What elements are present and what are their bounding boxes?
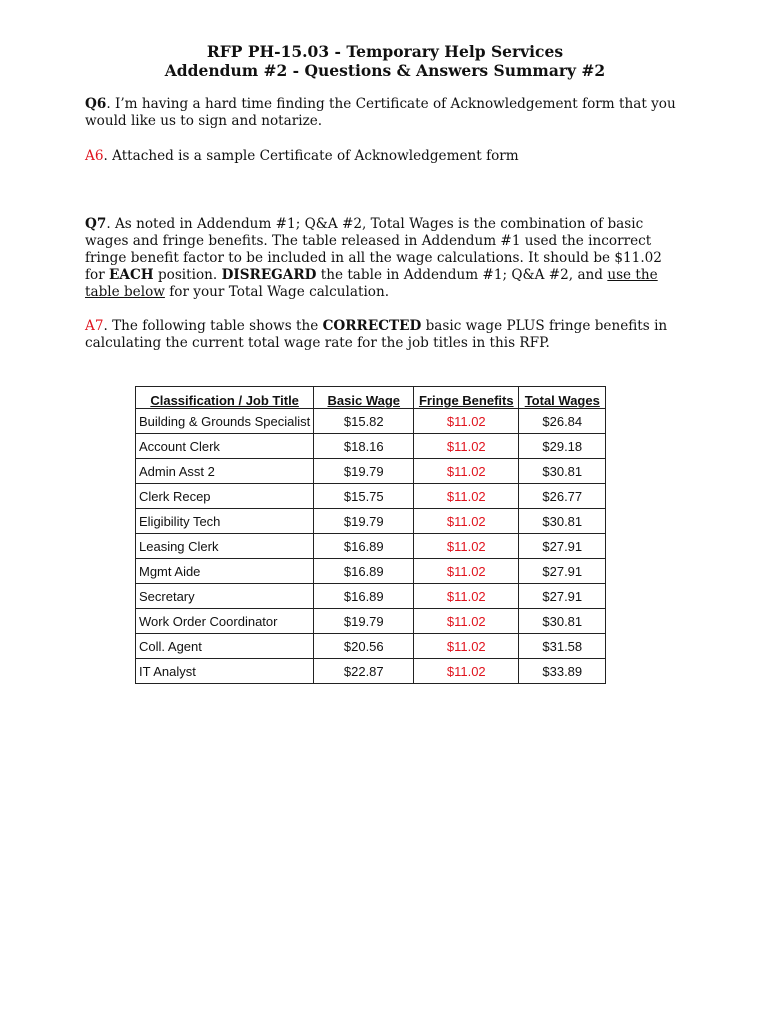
cell-total-wages: $27.91 [519, 534, 606, 559]
cell-total-wages: $29.18 [519, 434, 606, 459]
cell-job-title: Mgmt Aide [136, 559, 314, 584]
table-row [136, 659, 606, 684]
table-row [136, 584, 606, 609]
answer-7-text-2: basic wage PLUS fringe benefits in calculating the current total wage rate for the job titles in this RFP. [85, 318, 668, 351]
cell-fringe-benefits: $11.02 [414, 659, 519, 684]
cell-fringe-benefits: $11.02 [414, 559, 519, 584]
question-7-emphasis-disregard: DISREGARD [221, 267, 317, 283]
table-row [136, 534, 606, 559]
document-title: RFP PH-15.03 - Temporary Help Services [206, 42, 564, 61]
cell-basic-wage: $18.16 [314, 434, 414, 459]
cell-total-wages: $31.58 [519, 634, 606, 659]
header-basic-wage: Basic Wage [314, 387, 414, 409]
table-row [136, 409, 606, 434]
question-7-text-2: position. [153, 267, 222, 283]
cell-job-title: Account Clerk [136, 434, 314, 459]
wage-table [135, 386, 606, 684]
answer-6 [85, 148, 685, 165]
table-row [136, 459, 606, 484]
cell-basic-wage: $16.89 [314, 559, 414, 584]
header-fringe-benefits: Fringe Benefits [414, 387, 519, 409]
cell-total-wages: $27.91 [519, 584, 606, 609]
question-6-label: Q6 [85, 96, 107, 112]
cell-job-title: Building & Grounds Specialist [136, 409, 314, 434]
cell-job-title: Secretary [136, 584, 314, 609]
answer-6-label: A6 [85, 148, 104, 164]
question-6 [85, 96, 685, 130]
cell-total-wages: $30.81 [519, 459, 606, 484]
question-7-emphasis-each: EACH [109, 267, 154, 283]
cell-basic-wage: $16.89 [314, 534, 414, 559]
question-7-text-3: the table in Addendum #1; Q&A #2, and [316, 267, 608, 283]
cell-fringe-benefits: $11.02 [414, 584, 519, 609]
header-total-wages: Total Wages [519, 387, 606, 409]
question-7-text-1: . As noted in Addendum #1; Q&A #2, Total Wages is the combination of basic wages and fringe benefits. The table released in Addendum #1 used the incorrect fringe benefit factor to be included in all the wage calculations. It should be $11.02 for [85, 216, 662, 283]
cell-basic-wage: $16.89 [314, 584, 414, 609]
cell-total-wages: $27.91 [519, 559, 606, 584]
answer-7-label: A7 [85, 318, 104, 334]
answer-7-text-1: . The following table shows the [103, 318, 323, 334]
cell-total-wages: $30.81 [519, 609, 606, 634]
question-6-text: . I’m having a hard time finding the Certificate of Acknowledgement form that you would like us to sign and notarize. [85, 96, 676, 129]
header-classification: Classification / Job Title [136, 387, 314, 409]
cell-job-title: Coll. Agent [136, 634, 314, 659]
table-row [136, 434, 606, 459]
cell-job-title: Work Order Coordinator [136, 609, 314, 634]
table-row [136, 609, 606, 634]
cell-fringe-benefits: $11.02 [414, 484, 519, 509]
cell-total-wages: $26.77 [519, 484, 606, 509]
question-7-label: Q7 [85, 216, 107, 232]
cell-fringe-benefits: $11.02 [414, 434, 519, 459]
question-7-text-4: for your Total Wage calculation. [164, 284, 390, 300]
cell-basic-wage: $15.82 [314, 409, 414, 434]
table-row [136, 509, 606, 534]
cell-fringe-benefits: $11.02 [414, 409, 519, 434]
cell-basic-wage: $15.75 [314, 484, 414, 509]
cell-basic-wage: $19.79 [314, 609, 414, 634]
cell-total-wages: $30.81 [519, 509, 606, 534]
cell-fringe-benefits: $11.02 [414, 509, 519, 534]
cell-fringe-benefits: $11.02 [414, 634, 519, 659]
cell-basic-wage: $22.87 [314, 659, 414, 684]
cell-job-title: Leasing Clerk [136, 534, 314, 559]
cell-job-title: Eligibility Tech [136, 509, 314, 534]
cell-job-title: IT Analyst [136, 659, 314, 684]
cell-fringe-benefits: $11.02 [414, 609, 519, 634]
question-7-underlined: use the table below [85, 267, 658, 300]
cell-total-wages: $33.89 [519, 659, 606, 684]
cell-basic-wage: $19.79 [314, 509, 414, 534]
cell-basic-wage: $20.56 [314, 634, 414, 659]
cell-fringe-benefits: $11.02 [414, 459, 519, 484]
question-7 [85, 216, 685, 301]
answer-7-emphasis: CORRECTED [322, 318, 422, 334]
cell-fringe-benefits: $11.02 [414, 534, 519, 559]
wage-table-header-row [136, 387, 606, 409]
cell-total-wages: $26.84 [519, 409, 606, 434]
document-subtitle: Addendum #2 - Questions & Answers Summary #2 [164, 61, 606, 80]
answer-6-text: . Attached is a sample Certificate of Acknowledgement form [103, 148, 519, 164]
cell-job-title: Admin Asst 2 [136, 459, 314, 484]
table-row [136, 559, 606, 584]
table-row [136, 484, 606, 509]
cell-basic-wage: $19.79 [314, 459, 414, 484]
answer-7 [85, 318, 685, 352]
table-row [136, 634, 606, 659]
cell-job-title: Clerk Recep [136, 484, 314, 509]
